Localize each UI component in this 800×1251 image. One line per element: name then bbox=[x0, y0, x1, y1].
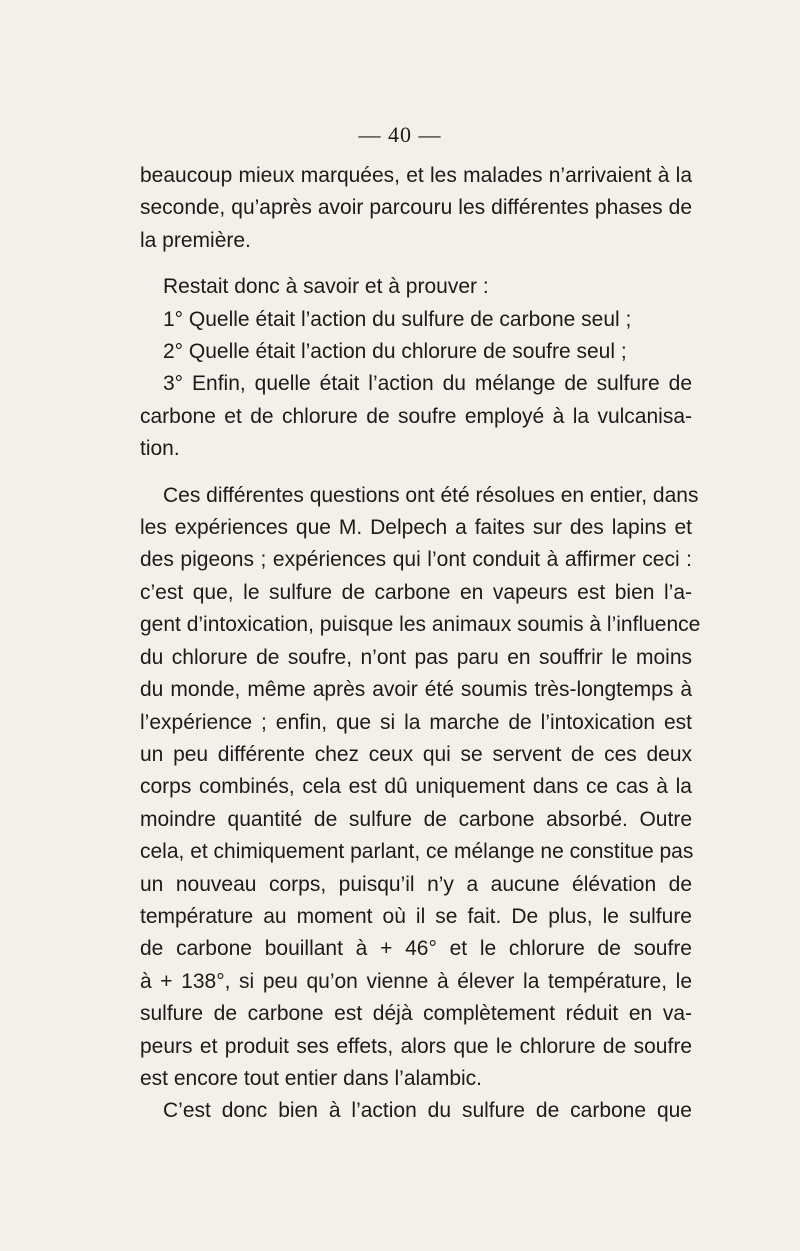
text-line: 2° Quelle était l’action du chlorure de soufre seul ; bbox=[163, 340, 627, 364]
text-line: température au moment où il se fait. De plus, le sulfure bbox=[140, 904, 692, 928]
text-line: à + 138°, si peu qu’on vienne à élever la température, le bbox=[140, 969, 692, 993]
text-line: des pigeons ; expériences qui l’ont conduit à affirmer ceci : bbox=[140, 548, 692, 572]
text-line: du chlorure de soufre, n’ont pas paru en souffrir le moins bbox=[140, 645, 692, 669]
paragraph bbox=[140, 1095, 692, 1127]
text-line: Restait donc à savoir et à prouver : bbox=[163, 275, 489, 299]
text-line: peurs et produit ses effets, alors que le chlorure de soufre bbox=[140, 1034, 692, 1058]
text-line: corps combinés, cela est dû uniquement dans ce cas à la bbox=[140, 775, 692, 799]
text-line: l’expérience ; enfin, que si la marche de l’intoxication est bbox=[140, 710, 692, 734]
text-line: gent d’intoxication, puisque les animaux soumis à l’influence bbox=[140, 613, 701, 637]
paragraph bbox=[140, 480, 701, 1096]
text-line: les expériences que M. Delpech a faites sur des lapins et bbox=[140, 516, 692, 540]
text-line: un nouveau corps, puisqu’il n’y a aucune élévation de bbox=[140, 872, 692, 896]
text-line: la première. bbox=[140, 228, 251, 252]
text-line: cela, et chimiquement parlant, ce mélange ne constitue pas bbox=[140, 840, 694, 864]
text-line: un peu différente chez ceux qui se servent de ces deux bbox=[140, 742, 692, 766]
text-line: beaucoup mieux marquées, et les malades n’arrivaient à la bbox=[140, 164, 692, 187]
text-line: du monde, même après avoir été soumis très-longtemps à bbox=[140, 678, 692, 702]
paragraph bbox=[140, 160, 692, 257]
text-line: est encore tout entier dans l’alambic. bbox=[140, 1066, 483, 1090]
text-line: carbone et de chlorure de soufre employé à la vulcanisa- bbox=[140, 404, 692, 428]
paragraph bbox=[140, 271, 692, 303]
list-item bbox=[140, 304, 692, 336]
text-line: c’est que, le sulfure de carbone en vapeurs est bien l’a- bbox=[140, 580, 692, 604]
text-line: de carbone bouillant à + 46° et le chlorure de soufre bbox=[140, 937, 692, 961]
body-text bbox=[140, 160, 701, 1128]
text-line: seconde, qu’après avoir parcouru les différentes phases de bbox=[140, 196, 692, 220]
text-line: 3° Enfin, quelle était l’action du mélange de sulfure de bbox=[163, 372, 692, 396]
text-line: moindre quantité de sulfure de carbone absorbé. Outre bbox=[140, 807, 692, 831]
text-line: Ces différentes questions ont été résolues en entier, dans bbox=[163, 483, 699, 507]
page-number: — 40 — bbox=[358, 122, 442, 147]
list-item bbox=[140, 336, 692, 368]
text-line: 1° Quelle était l’action du sulfure de carbone seul ; bbox=[163, 307, 632, 331]
list-item bbox=[140, 368, 692, 465]
text-line: C’est donc bien à l’action du sulfure de carbone que bbox=[163, 1099, 692, 1123]
text-line: tion. bbox=[140, 437, 180, 461]
text-line: sulfure de carbone est déjà complètement réduit en va- bbox=[140, 1002, 692, 1026]
